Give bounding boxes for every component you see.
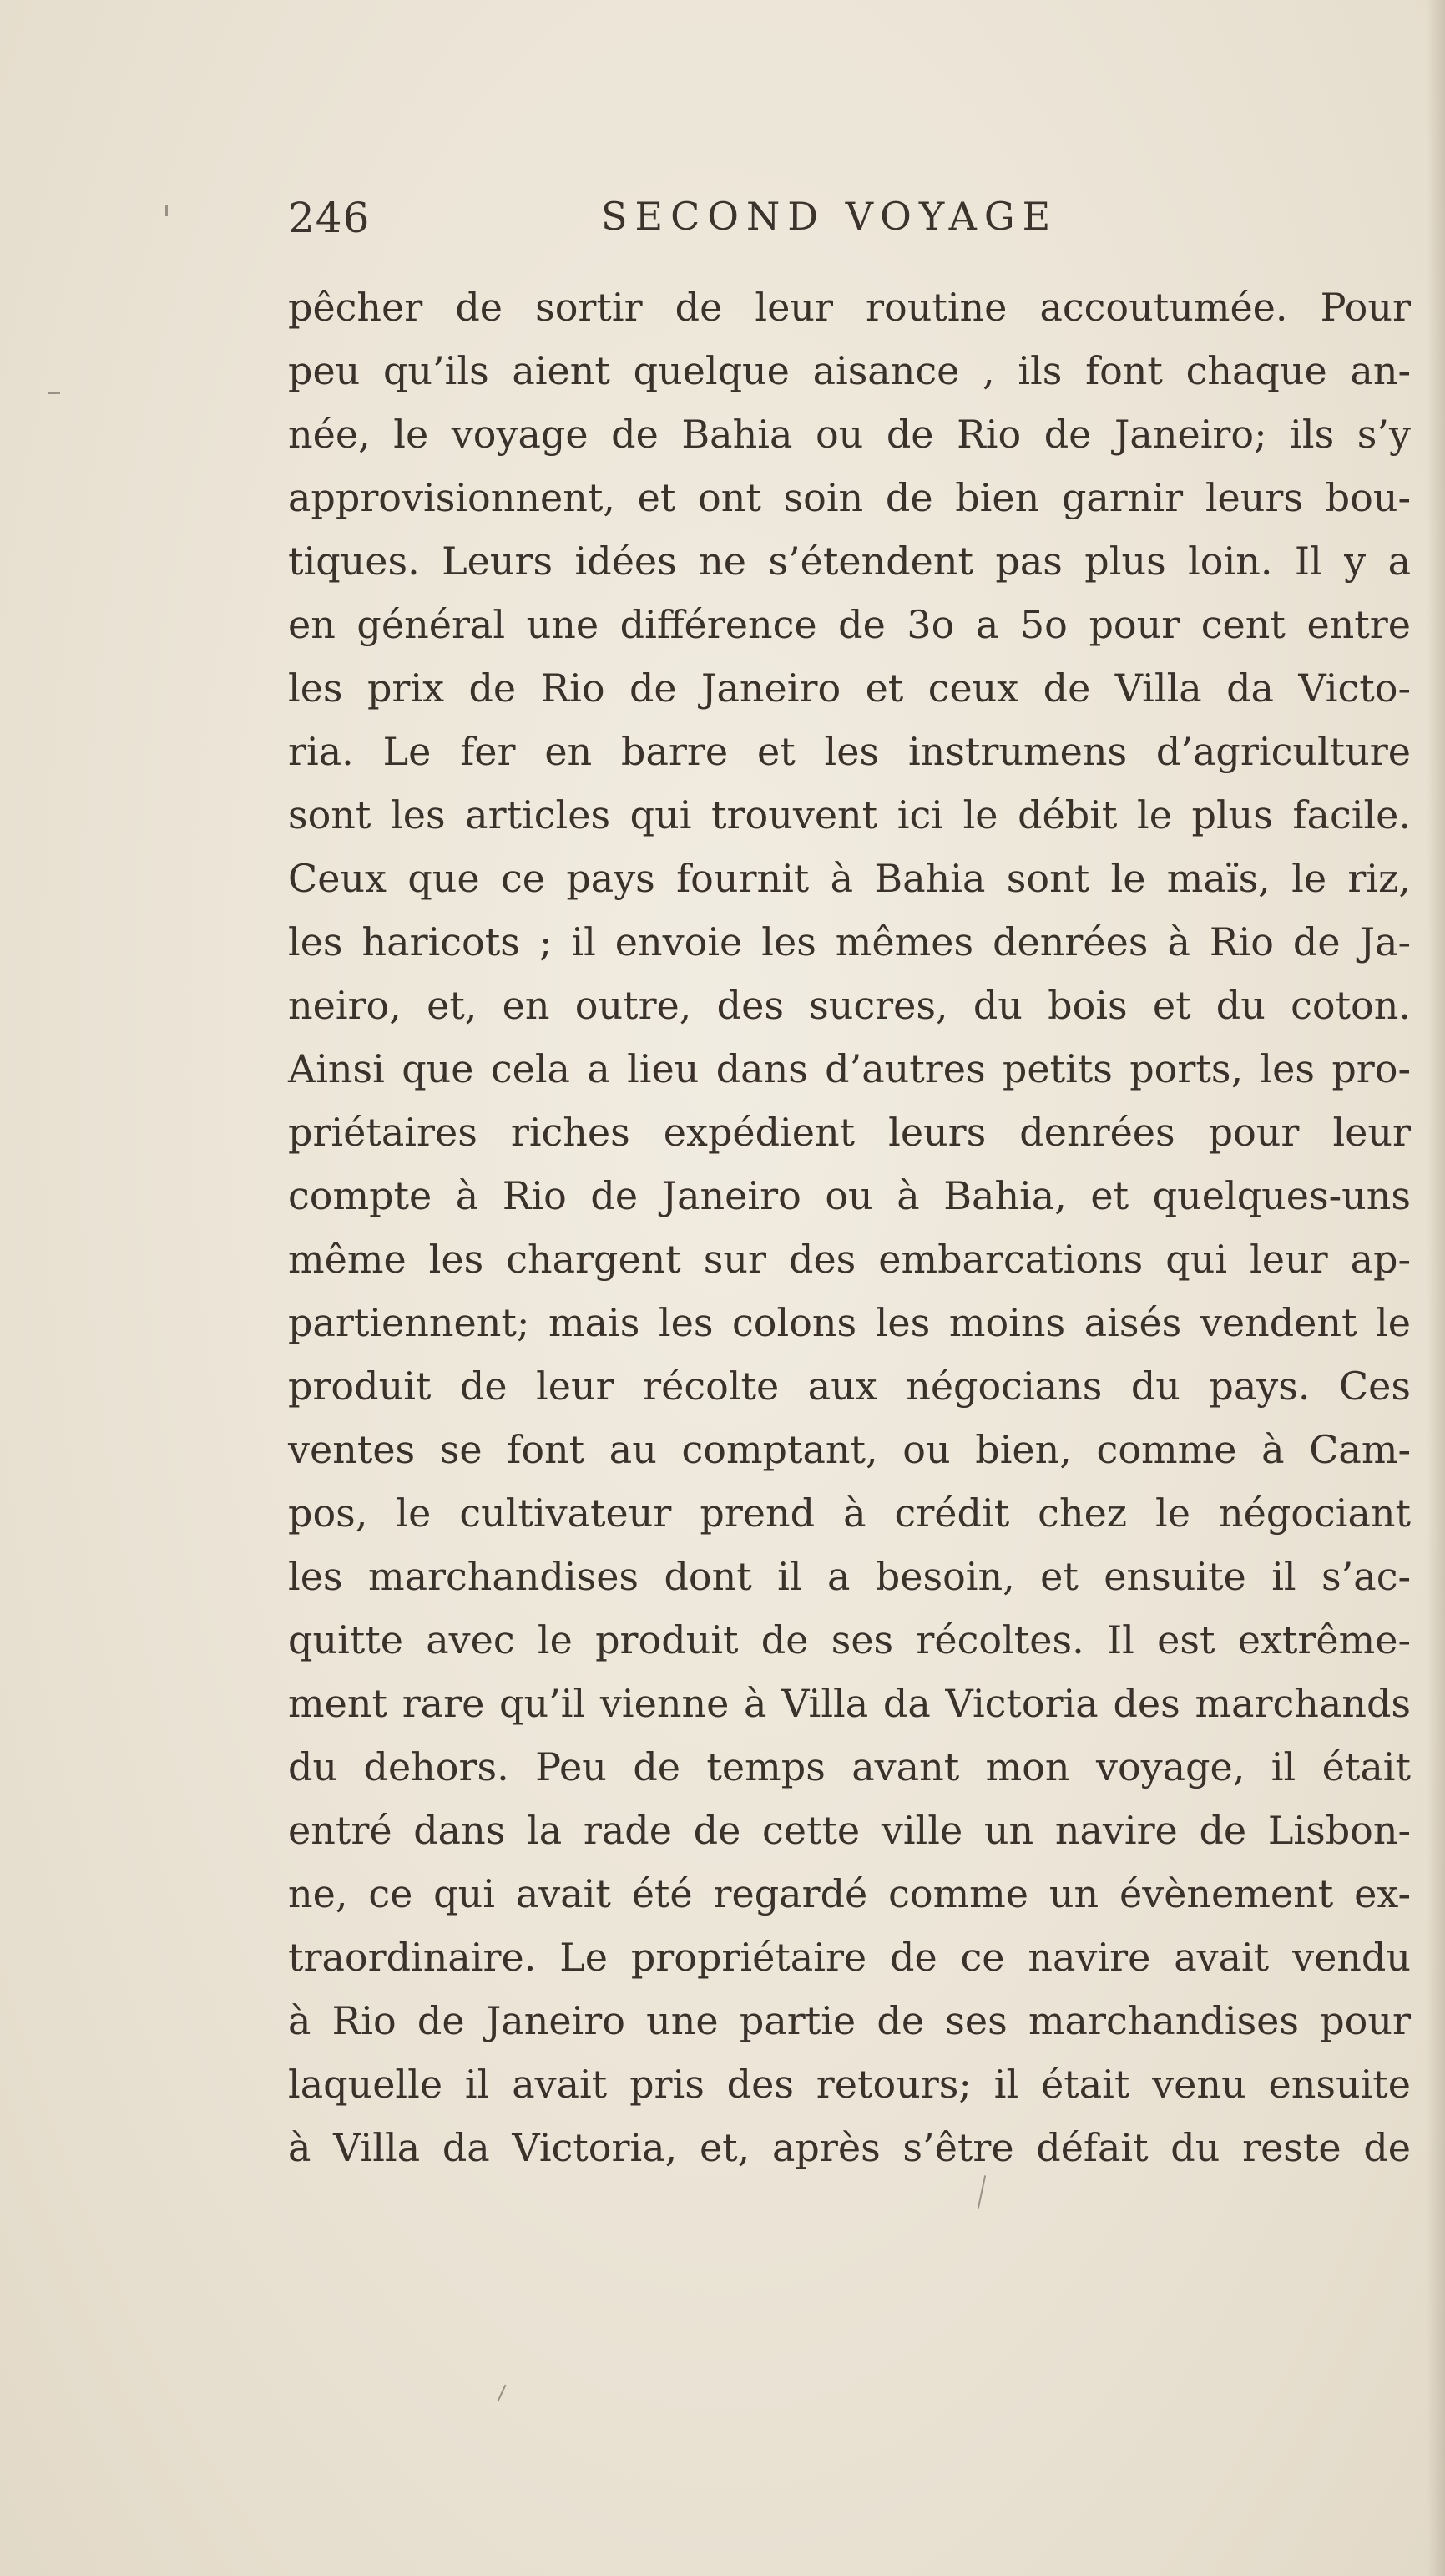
paper-speck [165,205,168,216]
text-line: traordinaire. Le propriétaire de ce navire avait vendu [288,1935,1411,1980]
text-line: peu qu’ils aient quelque aisance , ils font chaque an- [288,348,1411,393]
body-text [288,276,1411,2179]
text-line: les prix de Rio de Janeiro et ceux de Villa da Victo- [288,666,1411,711]
page-edge-shadow [1427,0,1445,2576]
text-line: ment rare qu’il vienne à Villa da Victoria des marchands [288,1681,1411,1726]
text-line: ria. Le fer en barre et les instrumens d’agriculture [288,729,1411,774]
text-line: sont les articles qui trouvent ici le débit le plus facile. [288,792,1411,838]
text-line: les haricots ; il envoie les mêmes denrées à Rio de Ja- [288,919,1411,964]
text-line: pos, le cultivateur prend à crédit chez le négociant [288,1490,1411,1536]
text-line: approvisionnent, et ont soin de bien garnir leurs bou- [288,475,1411,520]
text-line: les marchandises dont il a besoin, et ensuite il s’ac- [288,1554,1411,1599]
text-line: compte à Rio de Janeiro ou à Bahia, et quelques-uns [288,1173,1411,1218]
text-line: priétaires riches expédient leurs denrées pour leur [288,1110,1411,1155]
text-line: en général une différence de 3o a 5o pour cent entre [288,602,1411,647]
text-line: à Villa da Victoria, et, après s’être défait du reste de [288,2125,1411,2170]
text-line: Ceux que ce pays fournit à Bahia sont le maïs, le riz, [288,856,1411,901]
text-line: entré dans la rade de cette ville un navire de Lisbon- [288,1808,1411,1853]
running-head: SECOND VOYAGE [601,194,1058,239]
text-line: du dehors. Peu de temps avant mon voyage, il était [288,1744,1411,1789]
text-line: laquelle il avait pris des retours; il était venu ensuite [288,2062,1411,2107]
text-line: ventes se font au comptant, ou bien, comme à Cam- [288,1427,1411,1472]
text-line: à Rio de Janeiro une partie de ses marchandises pour [288,1998,1411,2043]
text-line: pêcher de sortir de leur routine accoutumée. Pour [288,285,1411,330]
text-line: quitte avec le produit de ses récoltes. Il est extrême- [288,1617,1411,1663]
text-line: neiro, et, en outre, des sucres, du bois et du coton. [288,983,1411,1028]
page-header [288,194,1423,261]
text-line: partiennent; mais les colons les moins aisés vendent le [288,1300,1411,1345]
text-line: ne, ce qui avait été regardé comme un évènement ex- [288,1871,1411,1916]
paper-speck [497,2385,506,2402]
text-line: même les chargent sur des embarcations qui leur ap- [288,1237,1411,1282]
text-line: produit de leur récolte aux négocians du pays. Ces [288,1364,1411,1409]
text-line: Ainsi que cela a lieu dans d’autres petits ports, les pro- [288,1046,1411,1091]
text-line: née, le voyage de Bahia ou de Rio de Janeiro; ils s’y [288,412,1411,457]
page-number: 246 [288,194,371,242]
paper-speck [978,2175,986,2209]
text-line: tiques. Leurs idées ne s’étendent pas plus loin. Il y a [288,539,1411,584]
paper-speck [48,392,60,394]
